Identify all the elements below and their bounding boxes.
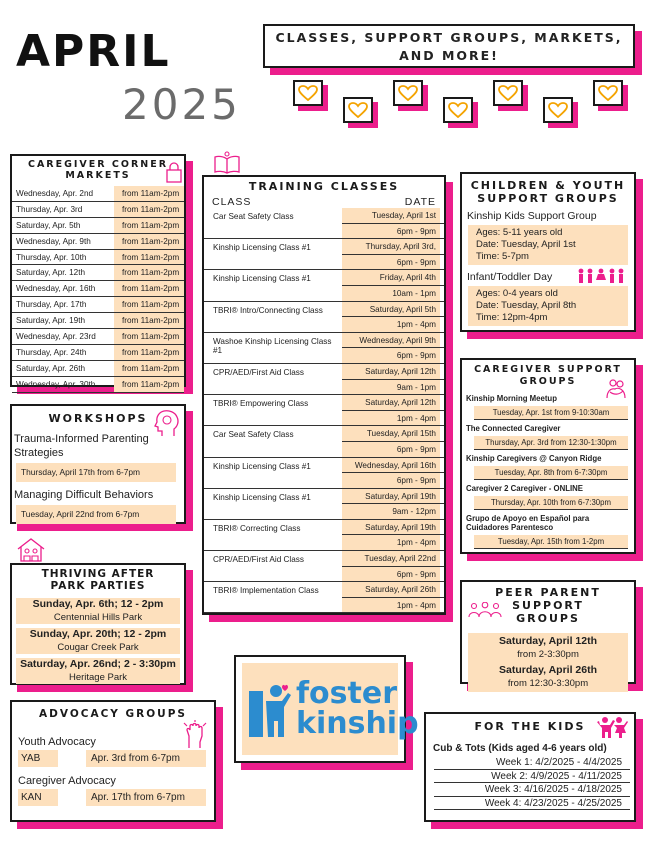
table-row: Kinship Licensing Class #1 Thursday, April 3rd, 6pm - 9pm: [204, 239, 444, 270]
kinship-kids-details: [468, 225, 628, 265]
workshops-card: [10, 404, 186, 524]
table-row: Kinship Licensing Class #1 Wednesday, April 16th 6pm - 9pm: [204, 458, 444, 489]
support-group-4-name: Caregiver 2 Caregiver - ONLINE: [466, 484, 583, 493]
advocacy-2-code: KAN: [18, 789, 58, 806]
list-item: Saturday, Apr. 12th from 11am-2pm: [12, 265, 184, 281]
advocacy-2-time: Apr. 17th from 6-7pm: [86, 789, 206, 806]
foster-kinship-logo-icon: [248, 681, 292, 741]
list-item: Thursday, Apr. 17th from 11am-2pm: [12, 297, 184, 313]
heart-icon: [443, 97, 473, 123]
list-item: Week 2: 4/9/2025 - 4/11/2025: [434, 770, 630, 784]
advocacy-2-name: Caregiver Advocacy: [18, 775, 116, 787]
raised-fist-icon: [182, 720, 208, 750]
heart-icon: [343, 97, 373, 123]
advocacy-card: [10, 700, 216, 822]
shopping-bag-icon: [164, 162, 186, 184]
list-item: Wednesday, Apr. 30th from 11am-2pm: [12, 377, 184, 393]
month-title: APRIL: [16, 26, 171, 77]
park-parties-title: [12, 565, 184, 592]
heart-icon: [593, 80, 623, 106]
open-book-icon: [212, 151, 242, 175]
peer-parent-title-line-1: PEER PARENT SUPPORT: [495, 586, 601, 612]
support-group-5-time: Tuesday, Apr. 15th from 1-2pm: [474, 535, 628, 549]
heart-icon: [393, 80, 423, 106]
park-party-3-location: Heritage Park: [68, 672, 128, 683]
park-party-3: [16, 658, 180, 684]
list-item: Wednesday, Apr. 16th from 11am-2pm: [12, 281, 184, 297]
list-item: Saturday, Apr. 5th from 11am-2pm: [12, 218, 184, 234]
table-row: Washoe Kinship Licensing Class #1 Wednesday, April 9th 6pm - 9pm: [204, 333, 444, 364]
park-parties-title-line-1: THRIVING AFTER: [41, 568, 155, 580]
table-row: TBRI® Intro/Connecting Class Saturday, April 5th 1pm - 4pm: [204, 302, 444, 333]
children-youth-title-line-2: SUPPORT GROUPS: [477, 192, 619, 205]
advocacy-1-name: Youth Advocacy: [18, 736, 96, 748]
park-party-1-time: Sunday, Apr. 6th; 12 - 2pm: [32, 598, 164, 610]
support-group-1-name: Kinship Morning Meetup: [466, 394, 557, 403]
training-card: [202, 175, 446, 615]
park-party-2-location: Cougar Creek Park: [57, 642, 139, 653]
advocacy-1-time: Apr. 3rd from 6-7pm: [86, 750, 206, 767]
banner-line-2: AND MORE!: [399, 48, 499, 63]
caregiver-support-title-line-2: GROUPS: [519, 376, 577, 387]
column-header-class: CLASS: [212, 196, 252, 208]
peer-parent-card: [460, 580, 636, 689]
infant-toddler-date: Date: Tuesday, April 8th: [476, 300, 577, 311]
workshop-1-time: Thursday, April 17th from 6-7pm: [16, 463, 176, 482]
peer-parent-1-date: Saturday, April 12th: [498, 635, 598, 647]
heart-icon: [493, 80, 523, 106]
table-row: Kinship Licensing Class #1 Saturday, April 19th 9am - 12pm: [204, 489, 444, 520]
kids-playing-icon: [596, 716, 628, 740]
list-item: Wednesday, Apr. 2nd from 11am-2pm: [12, 186, 184, 202]
caregiver-support-card: [460, 358, 636, 554]
table-row: CPR/AED/First Aid Class Tuesday, April 22nd 6pm - 9pm: [204, 551, 444, 582]
support-group-2-time: Thursday, Apr. 3rd from 12:30-1:30pm: [474, 436, 628, 450]
markets-title-line-2: MARKETS: [65, 170, 131, 181]
park-party-2: [16, 628, 180, 654]
peer-parent-2-time: from 12:30-3:30pm: [507, 678, 589, 689]
kids-subtitle: Cub & Tots (Kids aged 4-6 years old): [433, 743, 607, 754]
support-group-3-name: Kinship Caregivers @ Canyon Ridge: [466, 454, 602, 463]
park-parties-title-line-2: PARK PARTIES: [50, 580, 146, 592]
support-group-4-time: Thursday, Apr. 10th from 6-7:30pm: [474, 496, 628, 510]
logo-text-kinship: kinship: [296, 706, 419, 741]
list-item: Week 4: 4/23/2025 - 4/25/2025: [434, 797, 630, 811]
table-row: TBRI® Correcting Class Saturday, April 19th 1pm - 4pm: [204, 520, 444, 551]
list-item: Week 1: 4/2/2025 - 4/4/2025: [434, 756, 630, 770]
support-group-5-name: Grupo de Apoyo en Español para Cuidadores Parentesco: [466, 514, 590, 532]
list-item: Week 3: 4/16/2025 - 4/18/2025: [434, 783, 630, 797]
park-party-1: [16, 598, 180, 624]
peer-parent-title-line-2: GROUPS: [516, 612, 580, 625]
park-party-2-time: Sunday, Apr. 20th; 12 - 2pm: [29, 628, 167, 640]
heart-icon: [543, 97, 573, 123]
workshops-title: WORKSHOPS: [48, 412, 148, 425]
kinship-kids-time: Time: 5-7pm: [476, 251, 529, 262]
markets-card: [10, 154, 186, 387]
peer-parent-2-date: Saturday, April 26th: [498, 664, 598, 676]
list-item: Wednesday, Apr. 23rd from 11am-2pm: [12, 329, 184, 345]
heart-icon: [293, 80, 323, 106]
list-item: Saturday, Apr. 19th from 11am-2pm: [12, 313, 184, 329]
table-row: Kinship Licensing Class #1 Friday, April 4th 10am - 1pm: [204, 270, 444, 301]
infant-toddler-time: Time: 12pm-4pm: [476, 312, 548, 323]
children-youth-title: [462, 174, 634, 205]
park-party-3-time: Saturday, Apr. 26nd; 2 - 3:30pm: [20, 658, 176, 670]
markets-list: [12, 186, 184, 393]
park-party-1-location: Centennial Hills Park: [53, 612, 143, 623]
children-group-icon: [576, 268, 626, 284]
advocacy-1-code: YAB: [18, 750, 58, 767]
column-header-date: DATE: [404, 196, 436, 208]
family-house-icon: [16, 537, 46, 563]
logo-text-foster: foster: [296, 676, 398, 711]
header-banner: [263, 24, 635, 68]
hug-icon: [604, 378, 628, 400]
children-youth-card: [460, 172, 636, 332]
infant-toddler-name: Infant/Toddler Day: [467, 271, 553, 283]
banner-line-1: CLASSES, SUPPORT GROUPS, MARKETS,: [275, 30, 623, 45]
list-item: Thursday, Apr. 10th from 11am-2pm: [12, 250, 184, 266]
markets-title: [12, 156, 184, 181]
kinship-kids-ages: Ages: 5-11 years old: [476, 227, 563, 238]
training-title: TRAINING CLASSES: [248, 180, 400, 193]
infant-toddler-ages: Ages: 0-4 years old: [476, 288, 558, 299]
infant-toddler-details: [468, 286, 628, 326]
markets-title-line-1: CAREGIVER CORNER: [27, 159, 169, 170]
workshop-2-time: Tuesday, April 22nd from 6-7pm: [16, 505, 176, 524]
caregiver-support-title-line-1: CAREGIVER SUPPORT: [474, 364, 622, 375]
workshop-2-name: Managing Difficult Behaviors: [14, 489, 154, 501]
year-title: 2025: [122, 80, 241, 129]
list-item: Saturday, Apr. 26th from 11am-2pm: [12, 361, 184, 377]
logo-card: [234, 655, 419, 763]
list-item: Wednesday, Apr. 9th from 11am-2pm: [12, 234, 184, 250]
people-group-icon: [468, 602, 502, 618]
kinship-kids-date: Date: Tuesday, April 1st: [476, 239, 576, 250]
training-header-row: [204, 193, 444, 208]
table-row: TBRI® Empowering Class Saturday, April 12th 1pm - 4pm: [204, 395, 444, 426]
table-row: CPR/AED/First Aid Class Saturday, April 12th 9am - 1pm: [204, 364, 444, 395]
children-youth-title-line-1: CHILDREN & YOUTH: [470, 179, 626, 192]
advocacy-title: ADVOCACY GROUPS: [39, 708, 187, 720]
for-the-kids-card: [424, 712, 636, 822]
list-item: Thursday, Apr. 24th from 11am-2pm: [12, 345, 184, 361]
workshop-1-name: Trauma-Informed Parenting Strategies: [14, 433, 149, 459]
table-row: TBRI® Implementation Class Saturday, April 26th 1pm - 4pm: [204, 582, 444, 613]
park-parties-card: [10, 563, 186, 685]
support-group-2-name: The Connected Caregiver: [466, 424, 561, 433]
table-row: Car Seat Safety Class Tuesday, April 15th 6pm - 9pm: [204, 426, 444, 457]
kinship-kids-name: Kinship Kids Support Group: [467, 210, 597, 222]
brain-head-icon: [154, 408, 180, 438]
support-group-3-time: Tuesday, Apr. 8th from 6-7:30pm: [474, 466, 628, 480]
list-item: Thursday, Apr. 3rd from 11am-2pm: [12, 202, 184, 218]
training-list: [204, 208, 444, 613]
for-the-kids-title: FOR THE KIDS: [474, 720, 586, 733]
peer-parent-details: [468, 633, 628, 692]
peer-parent-1-time: from 2-3:30pm: [517, 649, 579, 660]
table-row: Car Seat Safety Class Tuesday, April 1st 6pm - 9pm: [204, 208, 444, 239]
support-group-1-time: Tuesday, Apr. 1st from 9-10:30am: [474, 406, 628, 420]
